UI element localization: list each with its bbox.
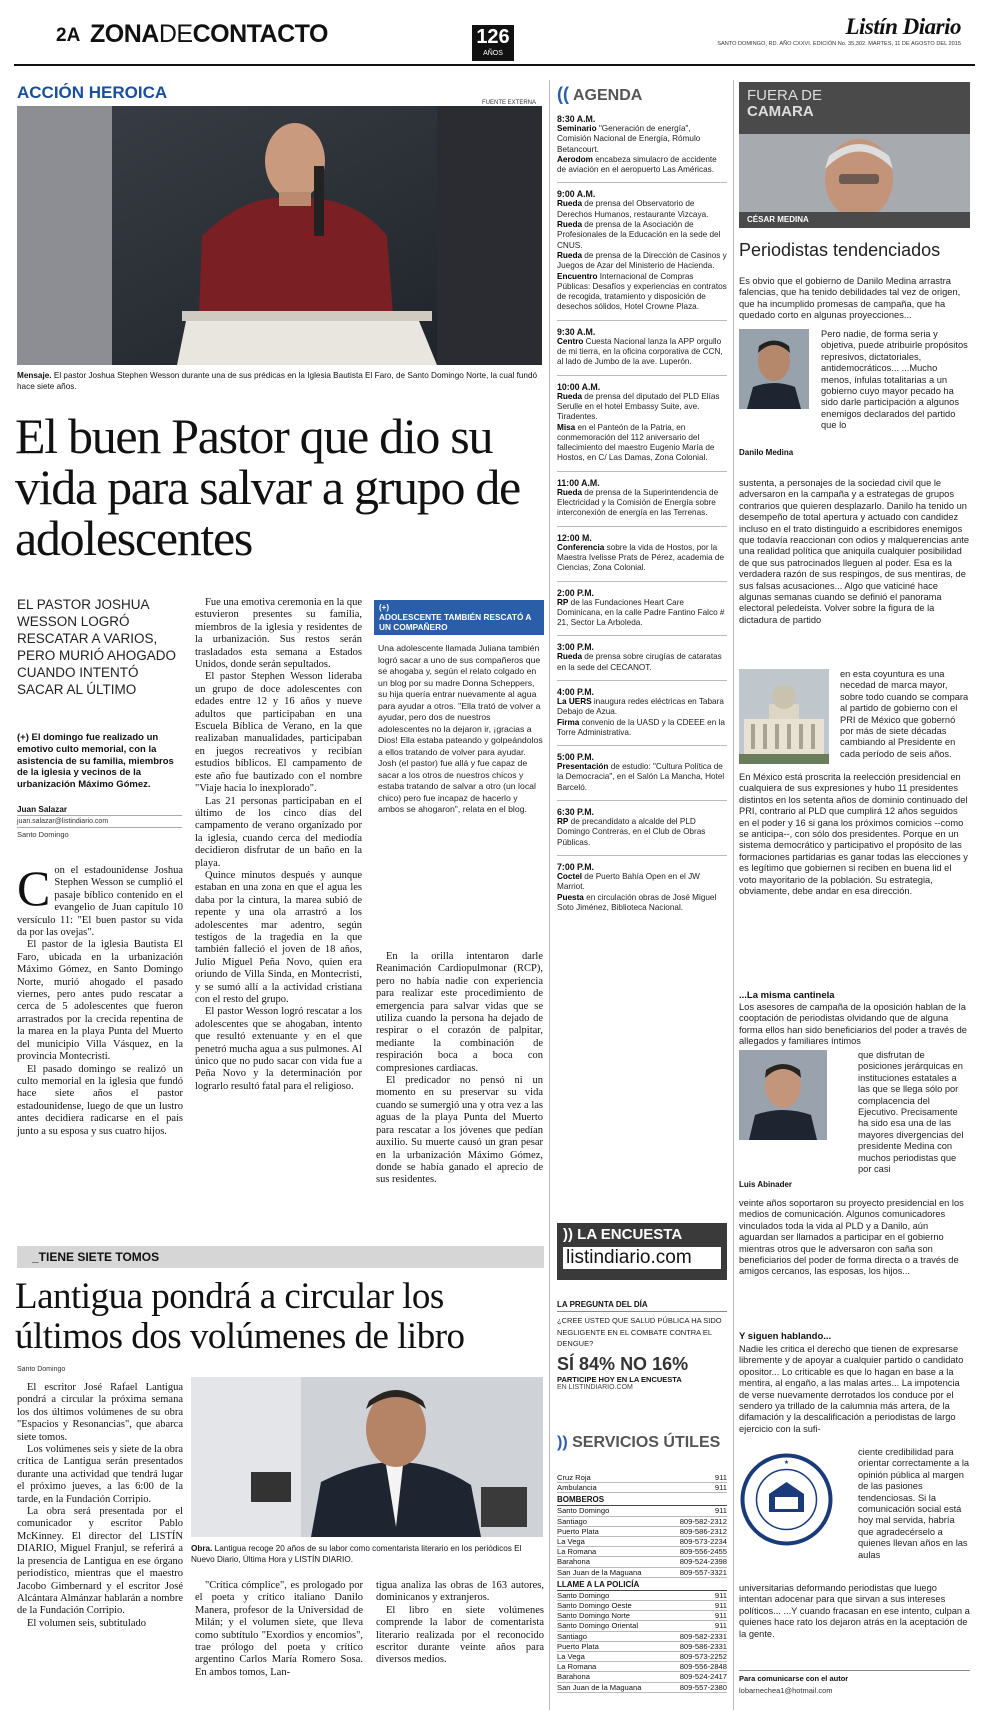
main-summary: [17, 732, 182, 791]
agenda-entry-lead: Conferencia: [557, 542, 605, 552]
pastor-caption-lead: Mensaje.: [17, 371, 52, 380]
agenda-entry-text: de prensa de la Asociación de Profesionales de la Educación en la sede del CNUS.: [557, 220, 721, 250]
service-row: [557, 1568, 727, 1578]
col1-p3: El pasado domingo se realizó un culto memorial en la iglesia que fundó hace siete años el pastor estadounidense, luego de que un lustro antes decidiera radicarse en el país junto a su esposa y sus cuatro hijos.: [17, 1063, 183, 1137]
danilo-photo: [739, 329, 809, 409]
poll-title: LA ENCUESTA: [577, 1226, 683, 1243]
main-column-3: [376, 951, 543, 1187]
main-deck: EL PASTOR JOSHUA WESSON LOGRÓ RESCATAR A VARIOS, PERO MURIÓ AHOGADO CUANDO INTENTÓ SACAR AL ÚLTIMO: [17, 597, 177, 697]
service-row: [557, 1652, 727, 1662]
s-col1-p2: Los volúmenes seis y siete de la obra crítica de Lantigua serán presentados durante una actividad que tendrá lugar el próximo jueves, a las 6:00 de la tarde, en la Fundación Corripio.: [17, 1444, 184, 1505]
service-phone: 809-586-2331: [679, 1641, 727, 1651]
service-phone: 809-582-2331: [679, 1631, 727, 1641]
summary-text: El domingo fue realizado un emotivo culto memorial, con la asistencia de su familia, miembros de la iglesia y vecinos de la urbanización Máximo Gómez.: [17, 732, 174, 791]
lantigua-photo: [191, 1377, 543, 1537]
agenda-entry-text: Internacional de Compras Públicas: Desafíos y experiencias en contratos de recogida, tratamiento y disposición de desechos sólidos, Hotel Crowne Plaza.: [557, 271, 727, 312]
poll-icon: )): [563, 1226, 573, 1243]
agenda-item: [557, 855, 727, 913]
agenda-entry-lead: La UERS: [557, 696, 592, 706]
agenda-entry-lead: RP: [557, 817, 569, 827]
agenda-time: 10:00 A.M.: [557, 381, 601, 392]
agenda-entry-text: de Puerto Bahía Open en el JW Marriot.: [557, 871, 700, 892]
dropcap: C: [17, 860, 51, 916]
section-title: [90, 20, 328, 49]
agenda-entry: [557, 124, 727, 155]
agenda-entry-lead: Coctel: [557, 871, 583, 881]
agenda-entry: [557, 251, 727, 272]
author-photo: [739, 134, 970, 212]
agenda-entry-text: convenio de la UASD y la CDEEE en la Torre Administrativa.: [557, 717, 725, 737]
service-row: [557, 1527, 727, 1537]
services-header: [557, 1433, 727, 1452]
sidebar-plus: (+): [379, 603, 389, 612]
service-phone: 911: [714, 1611, 727, 1621]
poll-cta: PARTICIPE HOY EN LA ENCUESTA: [557, 1374, 682, 1384]
service-phone: 809-556-2455: [679, 1547, 727, 1557]
agenda-item: [557, 635, 727, 673]
service-row: [557, 1483, 727, 1493]
lantigua-caption-lead: Obra.: [191, 1544, 213, 1553]
agenda-time: 2:00 P.M.: [557, 587, 594, 598]
services-heading-policia: LLAME A LA POLICÍA: [557, 1580, 727, 1591]
agenda-entry: [557, 392, 727, 423]
service-phone: 911: [714, 1506, 727, 1516]
agenda-entry: [557, 762, 727, 793]
agenda-time: 5:00 P.M.: [557, 752, 594, 763]
agenda-item: [557, 375, 727, 464]
agenda-entry-lead: Centro: [557, 336, 584, 346]
agenda-entry-text: en circulación obras de José Miguel Soto Jiménez, Biblioteca Nacional.: [557, 892, 717, 912]
column-after-palace: En México está proscrita la reelección presidencial en cualquiera de sus expresiones y hubo 11 presidentes distintos en los setenta años de dominio continuado del PRI, contrario al PLD que cumplirá 12 años seguidos en el poder y 16 si gana los próximos comicios --como se anticipa--, con sólo dos presidentes. Porque en un sistema democrático y participativo el propósito de las formaciones partidarias es ganar todas las elecciones y es legítimo que gobiernen si reciben en buena lid el voto mayoritario de la población. Su estrategia, obviamente, debe andar en esa dirección.: [739, 772, 968, 897]
agenda-entry: [557, 199, 727, 220]
service-name: Santo Domingo: [557, 1506, 610, 1516]
main-column-2: [195, 597, 362, 1093]
service-row: [557, 1557, 727, 1567]
author-photo-illustration: [739, 134, 970, 212]
service-row: [557, 1547, 727, 1557]
agenda-entry: [557, 598, 727, 629]
agenda-entry-text: encabeza simulacro de accidente de aviación en el aeropuerto Las Américas.: [557, 154, 717, 175]
service-name: San Juan de la Maguana: [557, 1682, 642, 1692]
agenda-entry: [557, 893, 727, 914]
photo-credit: FUENTE EXTERNA: [482, 100, 537, 106]
section-title-zona: ZONA: [90, 20, 159, 48]
service-row: [557, 1621, 727, 1631]
agenda-entry-lead: Seminario: [557, 124, 597, 133]
page-number: 2A: [56, 25, 81, 46]
service-row: [557, 1662, 727, 1672]
sidebar-box-text: Una adolescente llamada Juliana también logró sacar a uno de sus compañeros que se ahogaba y, según el relato colgado en un blog por su madre Donna Scheppers, su hija quería entrar nuevamente al agua para ayudar a otros. "Ella trató de volver a ayudar, pero dos de nuestros adolescentes no la dejaron ir, ¡gracias a Dios! Ella estaba pateando y golpeándolos a ellos tratando de volver para ayudar. Josh (el pastor) fue allá y fue capaz de sacar a los otros de nuestros chicos y estaba tratando de salvar a otro (un local chico) pero fue incapaz de hacerlo y ambos se ahogaron", relata en el blog.: [378, 643, 543, 814]
second-column-2: [195, 1580, 363, 1679]
services-icon: )): [557, 1434, 568, 1451]
column-title: Periodistas tendenciados: [739, 240, 941, 260]
second-kicker: _TIENE SIETE TOMOS: [32, 1250, 160, 1264]
pastor-caption: [17, 371, 542, 392]
poll-site[interactable]: listindiario.com: [563, 1247, 721, 1269]
lantigua-photo-illustration: [191, 1377, 543, 1537]
service-phone: 809-524-2417: [679, 1672, 727, 1682]
column-section: [747, 88, 822, 120]
agenda-time: 7:00 P.M.: [557, 861, 594, 872]
agenda-entry: [557, 272, 727, 313]
agenda-entry-lead: Firma: [557, 717, 580, 727]
agenda-entry-lead: Rueda: [557, 199, 583, 209]
agenda-quote-icon: ((: [557, 84, 569, 104]
service-row: [557, 1632, 727, 1642]
section-title-de: DE: [158, 20, 193, 48]
agenda-item: [557, 182, 727, 312]
column-beside-palace: en esta coyuntura es una necedad de marca mayor, sobre todo cuando se compara al partido de gobierno con el PRI de México que gobernó por más de siete décadas cambiando al Presidente en cada período de seis años.: [840, 669, 969, 759]
section-title-contacto: CONTACTO: [192, 20, 328, 48]
col1-p1: on el estadounidense Joshua Stephen Wesson se cumplió el pasaje bíblico contenido en el evangelio de Juan capítulo 10 versículo 11: "El buen pastor su vida da por las ovejas".: [17, 865, 183, 939]
service-row: [557, 1611, 727, 1621]
column-after-danilo: sustenta, a personajes de la sociedad civil que le adversaron en la campaña y a estrategas de grupos contrarios que quieren desplazarlo. Danilo ha tenido un desempeño de total apertura y actuado con candidez incluso en el trato distinguido a escribidores enemigos que todavía reaccionan con odios y malquerencias ante una realidad política que aniquila cualquier posibilidad de que sus patrocinados lleguen al poder. Esa es la verdadera razón de sus respingos, de sus mentiras, de sus falsas acusaciones... Algo que vaticiné hace algunas semanas cuando se definió el panorama electoral peledeista. Volver sobre la figura de la dictadura de partido: [739, 478, 969, 625]
plus-icon: (+): [17, 732, 29, 743]
agenda-item: [557, 800, 727, 848]
service-phone: 809-524-2398: [679, 1557, 727, 1567]
agenda-entry-text: "Generación de energía", Comisión Nacional de Energía, Rómulo Betancourt.: [557, 124, 701, 154]
col2-p1: Fue una emotiva ceremonia en la que estuvieron presentes su familia, miembros de la iglesia y residentes de la urbanización. Sus restos serán trasladados esta semana a Estados Unidos, donde serán sepultados.: [195, 597, 362, 671]
service-phone: 809-556-2848: [679, 1662, 727, 1672]
byline: [17, 805, 182, 839]
service-row: [557, 1473, 727, 1483]
service-phone: 809-573-2252: [679, 1652, 727, 1662]
agenda-entry-lead: Presentación: [557, 762, 609, 772]
agenda-entry: [557, 652, 727, 673]
s-col3-p2: El libro en siete volúmenes comprende la labor de comentarista literario realizada por el reconocido escritor durante veinte años para diversos medios.: [376, 1604, 544, 1666]
agenda-entry: [557, 337, 727, 368]
danilo-photo-illustration: [739, 329, 809, 409]
poll-banner-title: [563, 1226, 721, 1243]
footer-email[interactable]: lobarnechea1@hotmail.com: [739, 1686, 833, 1695]
edition-line: SANTO DOMINGO, RD. AÑO CXXVI. EDICIÓN No. 35,302. MARTES, 11 DE AGOSTO DEL 2015: [717, 41, 961, 47]
agenda-entry-text: Cuesta Nacional lanza la APP orgullo de mi tierra, en la oficina corporativa de CCN, al lado de Jumbo de la ave. Luperón.: [557, 336, 723, 367]
luis-photo-illustration: [739, 1050, 827, 1140]
column-intro: Es obvio que el gobierno de Danilo Medina arrastra falencias, que ha tenido debilidades tal vez de origen, que ha incumplido promesas de campaña, que ha quedado corto en algunas proyecciones...: [739, 276, 961, 321]
masthead: [0, 0, 989, 58]
pastor-photo: [17, 106, 542, 365]
agenda-entry-text: de prensa del diputado del PLD Elías Serulle en el hotel Embassy Suite, ave. Tiradentes.: [557, 391, 720, 422]
agenda-entry-text: en el Panteón de la Patria, en conmemoración del 112 aniversario del fallecimiento del maestro Eugenio María de Hostos, en C/ Las Damas, Zona Colonial.: [557, 422, 715, 463]
sidebar-box: [374, 600, 544, 816]
col1-p2: El pastor de la iglesia Bautista El Faro, ubicada en la urbanización Máximo Gómez, en Santo Domingo Norte, murió ahogado el pasado viernes, pero antes pudo rescatar a cerca de 5 adolescentes que fueron arrastrados por la crecida repentina de la marea en la playa Punta del Muerto del municipio Villa Vásquez, en la provincia Montecristi.: [17, 939, 183, 1063]
divider-left: [549, 80, 550, 1710]
service-phone: 911: [714, 1483, 727, 1493]
lantigua-caption: [191, 1544, 543, 1565]
service-name: Puerto Plata: [557, 1526, 599, 1536]
palace-photo: [739, 669, 829, 764]
service-row: [557, 1537, 727, 1547]
services-title: [557, 1433, 727, 1452]
second-dateline: Santo Domingo: [17, 1366, 66, 1373]
dateline: Santo Domingo: [17, 830, 69, 839]
col2-p5: El pastor Wesson logró rescatar a los adolescentes que se ahogaban, intento que resultó extenuante y en el que penetró mucha agua a sus pulmones. Al único que no pudo sacar con vida fue a Peña Novo y la determinación por lograrlo resultó fatal para el religioso.: [195, 1006, 362, 1092]
agenda-entry-lead: Rueda: [557, 220, 583, 230]
poll-results: [557, 1354, 727, 1375]
svg-text:★: ★: [783, 1460, 790, 1466]
service-name: Santo Domingo Oeste: [557, 1601, 632, 1611]
s-col3-p1: tigua analiza las obras de 163 autores, dominicanos y extranjeros.: [376, 1580, 544, 1604]
service-name: Santiago: [557, 1631, 587, 1641]
luis-photo: [739, 1050, 827, 1140]
agenda-entry-lead: Aerodom: [557, 154, 593, 164]
agenda-header: [557, 84, 727, 105]
service-name: Santo Domingo Oriental: [557, 1621, 639, 1631]
service-row: [557, 1506, 727, 1516]
agenda-entry-lead: Encuentro: [557, 271, 598, 281]
s-col1-p4: El volumen seis, subtitulado: [27, 1617, 146, 1629]
service-row: [557, 1642, 727, 1652]
agenda-title: AGENDA: [573, 87, 643, 104]
pastor-caption-text: El pastor Joshua Stephen Wesson durante una de sus prédicas en la Iglesia Bautista El Faro, de Santo Domingo Norte, la cual fundó hace siete años.: [17, 371, 538, 391]
agenda-entry-text: de prensa del Observatorio de Derechos Humanos, restaurante Vizcaya.: [557, 199, 709, 219]
column-sub2-text: Nadie les critica el derecho que tienen de expresarse libremente y de apoyar a cualquier partido o candidato opositor... Lo criticable es que lo hagan en base a la mentira, al engaño, a las malas artes... La impotencia de verse nuevamente derrotados los conduce por el sendero ya trillado de la calumnia más artera, de la difamación y la descalificación a periodistas de largo ejercicio con la sufi-: [739, 1344, 964, 1434]
column-beside-seal: ciente credibilidad para orientar correctamente a la opinión pública al margen de las pasiones tendenciosas. Si la comunicación social está hoy mal servida, habría que agradecérselo a quienes llevan años en las aulas: [858, 1447, 970, 1560]
poll-question: ¿CREE USTED QUE SALUD PÚBLICA HA SIDO NEGLIGENTE EN EL COMBATE CONTRA EL DENGUE?: [557, 1316, 722, 1349]
col2-p3: Las 21 personas participaban en el último de los cinco días del campamento de verano organizado por la iglesia, cuando cerca del mediodía decidieron disfrutar de un baño en la playa.: [195, 795, 362, 869]
poll-question-title: LA PREGUNTA DEL DÍA: [557, 1300, 727, 1312]
column-after-luis: veinte años soportaron su proyecto presidencial en los medios de comunicación. Algunos comunicadores vinculados toda la vida al PLD y a Danilo, aún aguardan ser llamados a participar en el gobierno mientras otros que le adversaron con saña son beneficiarios del poder de forma directa o a través de amigos cercanos, las esposas, los hijos...: [739, 1198, 964, 1277]
service-row: [557, 1672, 727, 1682]
service-phone: 809-573-2234: [679, 1537, 727, 1547]
service-name: La Vega: [557, 1652, 585, 1662]
paper-logo: Listín Diario: [845, 14, 961, 39]
agenda-time: 8:30 A.M.: [557, 114, 596, 124]
service-phone: 809-582-2312: [679, 1516, 727, 1526]
agenda-entry-text: inaugura redes eléctricas en Tabara Debajo de Azua.: [557, 696, 724, 717]
column-beside-luis: que disfrutan de posiciones jerárquicas en instituciones estatales a las que se llega sólo por complacencia del Ejecutivo. Precisamente ha sido esa una de las mayores divergencias del presidente Medina con muchos periodistas que por casi: [858, 1050, 964, 1175]
agenda-entry-text: de prensa de la Superintendencia de Electricidad y la Comisión de Energía sobre interconexión de energía en las Terrenas.: [557, 487, 719, 518]
service-phone: 911: [714, 1473, 727, 1482]
agenda-time: 3:00 P.M.: [557, 642, 594, 653]
service-phone: 809-557-3321: [679, 1567, 727, 1577]
agenda-entry-lead: Puesta: [557, 892, 584, 902]
col3-p2: El predicador no pensó ni un momento en su preservar su vida cuando se sumergió una y otra vez a las aguas de la playa Punta del Muerto para rescatar a los jóvenes que pedían auxilio. Su muerte causó un gran pesar en la urbanización Máximo Gómez, donde se había ganado el aprecio de sus residentes.: [376, 1075, 543, 1186]
agenda-entry-text: de las Fundaciones Heart Care Dominicana, en la calle Padre Fantino Falco # 21, Sector La Arboleda.: [557, 597, 725, 628]
agenda-item: [557, 526, 727, 574]
column-section-line1: FUERA DE: [747, 87, 823, 104]
agenda-entry: [557, 220, 727, 251]
service-row: [557, 1601, 727, 1611]
main-headline: El buen Pastor que dio su vida para salvar a grupo de adolescentes: [15, 408, 520, 566]
second-kicker-bar: [17, 1246, 544, 1268]
col2-p2: El pastor Stephen Wesson lideraba un grupo de doce adolescentes con edades entre 12 y 16 años y nueve adultos que participaban en una Escuela Bíblica de Verano, en la que realizaban manualidades, participaban en juegos recreativos y recibían estudios bíblicos. El campamento de este año fue bautizado con el nombre "Viaje hacia lo inexplorado".: [195, 671, 362, 795]
service-name: Barahona: [557, 1557, 590, 1567]
palace-photo-illustration: [739, 669, 829, 764]
agenda-entry-text: de precandidato a alcalde del PLD Domingo Contreras, en el Club de Obras Públicas.: [557, 817, 706, 847]
services-title-text: SERVICIOS ÚTILES: [572, 1434, 721, 1451]
agenda-entry-lead: RP: [557, 597, 569, 607]
service-row: [557, 1683, 727, 1693]
service-phone: 809-557-2380: [679, 1682, 727, 1692]
service-phone: 911: [714, 1590, 727, 1600]
service-name: Santo Domingo Norte: [557, 1611, 631, 1621]
column-sub1-text: Los asesores de campaña de la oposición hablan de la cooptación de periodistas olvidando que de alguna forma ellos han sido beneficiarios del poder a través de allegados y familiares íntimos: [739, 1002, 967, 1047]
column-beside-danilo: Pero nadie, de forma seria y objetiva, puede atribuirle propósitos represivos, dictatoriales, antidemocráticos... ...Mucho menos, ínfulas totalitarias a un gobierno cuyo mayor pecado ha sido darle participación a algunos enemigos declarados del partido que lo: [821, 329, 968, 431]
agenda-entry: [557, 872, 727, 893]
second-headline: Lantigua pondrá a circular los últimos dos volúmenes de libro: [15, 1276, 465, 1357]
danilo-caption: Danilo Medina: [739, 448, 794, 457]
poll-yes: SÍ 84%: [557, 1353, 616, 1374]
agenda-item: [557, 114, 727, 175]
prm-seal: [739, 1452, 834, 1547]
service-name: Ambulancia: [557, 1483, 597, 1493]
lantigua-caption-text: Lantigua recoge 20 años de su labor como comentarista literario en los periódicos El Nuevo Diario, Última Hora y LISTÍN DIARIO.: [191, 1544, 522, 1564]
anniversary-badge: [472, 25, 514, 61]
agenda-entry-text: sobre la vida de Hostos, por la Maestra Ivelisse Prats de Pérez, academia de Ciencias, Zona Colonial.: [557, 542, 725, 573]
service-phone: 809-586-2312: [679, 1526, 727, 1536]
column-after-seal: universitarias deformando periodistas que luego intentan adocenar para que sirvan a sus intereses políticos... ...Y cuando fracasan en ese intento, culpan a quienes hace rato los dejaron atrás en la aceptación de la gente.: [739, 1583, 970, 1639]
services-heading-bomberos: BOMBEROS: [557, 1495, 727, 1506]
agenda-entry-lead: Rueda: [557, 652, 583, 662]
agenda-item: [557, 680, 727, 738]
poll-cta-url[interactable]: EN LISTINDIARIO.COM: [557, 1383, 633, 1391]
s-col2-p1: "Crítica cómplice", es prologado por el poeta y crítico italiano Danilo Manera, profesor de la Universidad de Milán; y el volumen siete, que lleva como subtítulo "Exordios y encomios", trae prólogo del poeta y crítico argentino Carlos María Romero Sosa. En ambos tomos, Lan-: [195, 1580, 363, 1678]
agenda-time: 6:30 P.M.: [557, 807, 594, 818]
agenda-entry: [557, 155, 727, 176]
s-col1-p1: El escritor José Rafael Lantigua pondrá a circular la próxima semana los dos últimos volúmenes de su obra "Espacios y Resonancias", que abarca siete tomos.: [17, 1382, 183, 1443]
agenda-time: 9:30 A.M.: [557, 326, 596, 337]
masthead-rule: [14, 64, 975, 66]
footer-label: Para comunicarse con el autor: [739, 1674, 849, 1683]
prm-seal-icon: [739, 1452, 834, 1547]
divider-right: [733, 80, 734, 1710]
agenda-entry-text: de prensa de la Dirección de Casinos y Juegos de Azar del Ministerio de Hacienda.: [557, 250, 727, 271]
service-name: Cruz Roja: [557, 1473, 591, 1482]
main-column-1: [17, 860, 183, 1138]
agenda-time: 12:00 M.: [557, 532, 592, 543]
column-subhead-2: Y siguen hablando...: [739, 1331, 832, 1342]
agenda-entry: [557, 488, 727, 519]
agenda-entry-lead: Rueda: [557, 250, 583, 260]
anniversary-number: 126: [476, 26, 510, 48]
service-row: [557, 1591, 727, 1601]
agenda-item: [557, 320, 727, 368]
poll-question-box: [557, 1300, 727, 1391]
agenda-item: [557, 471, 727, 519]
sidebar-box-title: ADOLESCENTE TAMBIÉN RESCATÓ A UN COMPAÑERO: [379, 612, 532, 632]
agenda-entry-lead: Rueda: [557, 391, 583, 401]
column-author: CÉSAR MEDINA: [747, 215, 809, 224]
service-row: [557, 1517, 727, 1527]
column-header: [739, 82, 970, 228]
service-phone: 911: [714, 1621, 727, 1631]
column-section-line2: CAMARA: [747, 103, 814, 120]
agenda-entry-text: de estudio: "Cultura Política de la Democracia", en el Salón La Mancha, Hotel Barceló.: [557, 762, 725, 792]
agenda-time: 4:00 P.M.: [557, 686, 594, 697]
service-phone: 911: [714, 1601, 727, 1611]
agenda-entry-lead: Rueda: [557, 487, 583, 497]
service-name: Puerto Plata: [557, 1641, 599, 1651]
anniversary-label: AÑOS: [483, 50, 503, 57]
service-name: Barahona: [557, 1672, 590, 1682]
agenda-entry-text: de prensa sobre cirugías de cataratas en la sede del CECANOT.: [557, 652, 722, 672]
agenda-time: 9:00 A.M.: [557, 189, 596, 200]
col2-p4: Quince minutos después y aunque estaban en una zona en que el agua les daba por la cintura, la marea subió de repente y una ola arrastró a los adolescentes mar adentro, según testigos de la tragedia en la que también falleció el joven de 18 años, Julio Miguel Peña Novo, quien era oriundo de Villa Sinda, en Montecristi, y se sumó allí a la actividad cristiana con el resto del grupo.: [195, 869, 362, 1005]
poll-banner: [557, 1223, 727, 1280]
s-col1-p3: La obra será presentada por el comunicador y escritor Pablo McKinney. El director del LISTÍN DIARIO, Miguel Franjul, se referirá a la presencia de Lantigua en ese órgano periodístico, mientras que el maestro Jacobo Gimbernard y el escritor José Alcántara Almánzar hablarán a nombre de la Fundación Corripio.: [17, 1506, 183, 1617]
service-name: Santo Domingo: [557, 1590, 610, 1600]
author-email[interactable]: juan.salazar@listindiario.com: [17, 816, 182, 828]
agenda-entry: [557, 718, 727, 739]
sidebar-box-header: [374, 600, 544, 635]
service-name: La Romana: [557, 1662, 597, 1672]
agenda-entry: [557, 697, 727, 718]
service-name: La Romana: [557, 1547, 597, 1557]
agenda-time: 11:00 A.M.: [557, 477, 600, 488]
col3-p1: En la orilla intentaron darle Reanimación Cardiopulmonar (RCP), pero no había nadie con experiencia para realizar este procedimiento de emergencia para salvar vidas que se utiliza cuando la persona ha dejado de respirar o el corazón de palpitar, mediante la combinación de respiración boca a boca con compresiones cardiacas.: [376, 951, 543, 1074]
luis-caption: Luis Abinader: [739, 1180, 793, 1189]
agenda-entry-lead: Misa: [557, 422, 576, 432]
second-column-1: [17, 1382, 183, 1630]
author-name: Juan Salazar: [17, 805, 182, 816]
agenda-entry: [557, 543, 727, 574]
agenda-entry: [557, 423, 727, 464]
pastor-photo-illustration: [17, 106, 542, 365]
service-name: La Vega: [557, 1537, 585, 1547]
agenda-list: [557, 114, 727, 913]
service-name: Santiago: [557, 1516, 587, 1526]
agenda-entry: [557, 817, 727, 848]
main-kicker: ACCIÓN HEROICA: [17, 83, 168, 102]
agenda-item: [557, 745, 727, 793]
poll-no: NO 16%: [620, 1353, 689, 1374]
agenda-item: [557, 581, 727, 629]
service-name: San Juan de la Maguana: [557, 1567, 642, 1577]
services-list: [557, 1473, 727, 1693]
second-column-3: [376, 1580, 544, 1667]
column-subhead-1: ...La misma cantinela: [739, 990, 835, 1001]
column-footer: [739, 1670, 970, 1695]
